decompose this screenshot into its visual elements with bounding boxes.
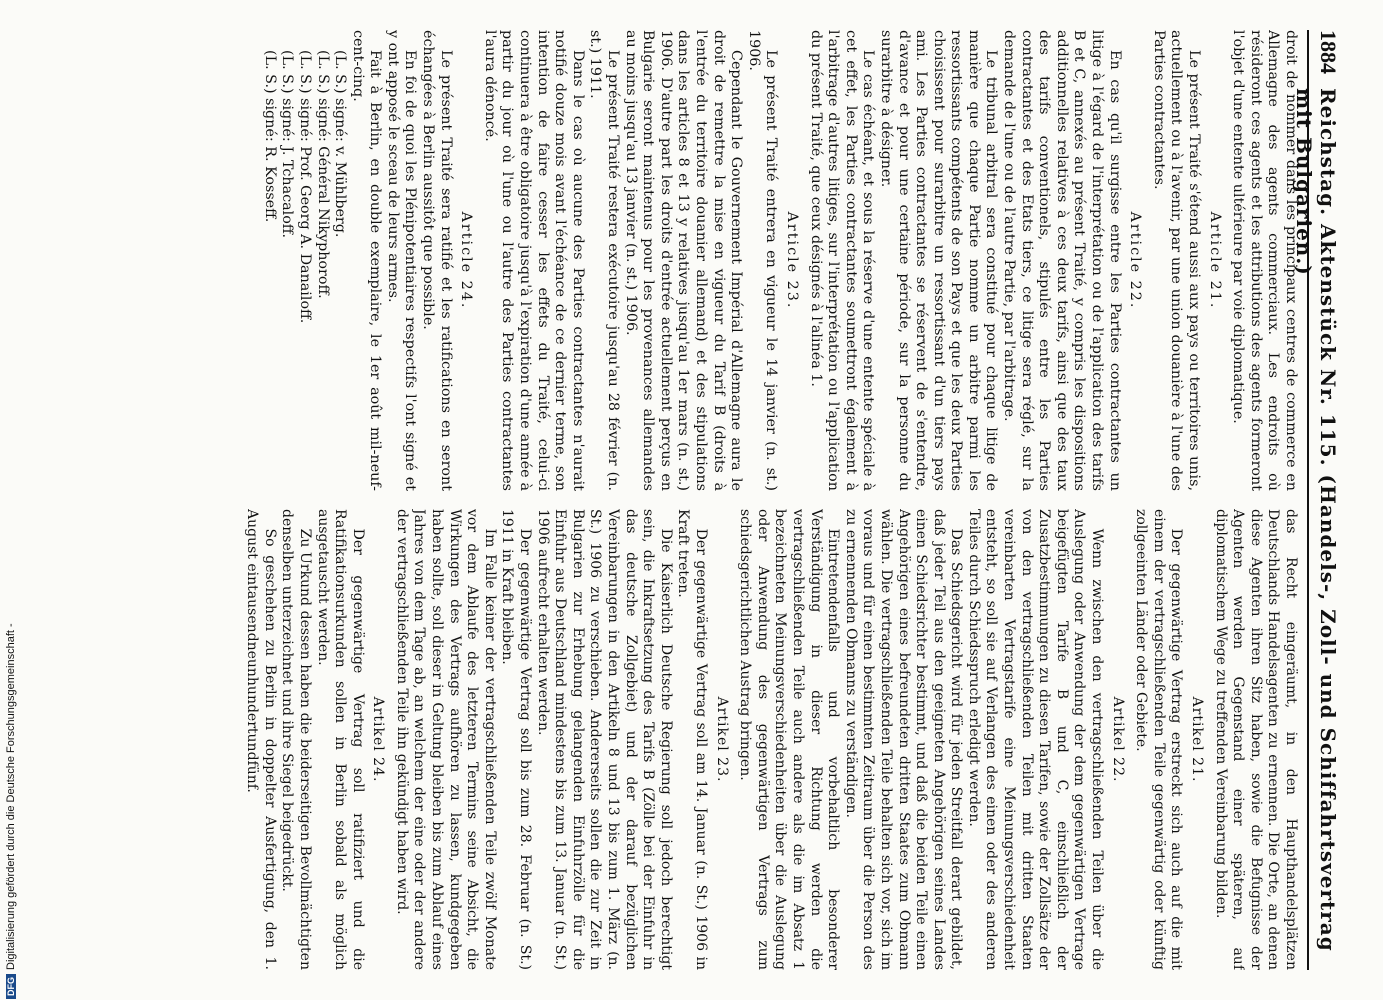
paragraph: Wenn zwischen den vertragschließenden Teilen über die Auslegung oder Anwendung der dem gegenwärtigen Vertrage beigefügten Tarife B und C, einschließlich der Zusatzbestimmungen zu diesen Tarifen, sowie der Zollsätze der von den vertragschließenden Teilen mit dritten Staaten vereinbarten Vertragstarife eine Meinungsverschiedenheit entsteht, so soll sie auf Verlangen des einen oder des anderen Teiles durch Schiedsspruch erledigt werden. (965, 509, 1106, 970)
signature-line: (L. S.) signé: J. Tchacaloff. (279, 50, 296, 238)
article-heading: Artikel 21. (1189, 696, 1206, 783)
paragraph: Der gegenwärtige Vertrag soll am 14. Januar (n. St.) 1906 in Kraft treten. (675, 509, 709, 970)
paragraph: Der gegenwärtige Vertrag soll bis zum 28. Februar (n. St.) 1911 in Kraft bleiben. (499, 509, 534, 970)
signature-line: (L. S.) signé: R. Kosseff. (261, 50, 278, 223)
article-heading: Article 21. (1206, 211, 1223, 310)
paragraph: Dans le cas où aucune des Parties contractantes n'aurait notifié douze mois avant l'échéance de ce dernier terme, son intention de faire cesser les effets du Traité, celui-ci continuera à être obligatoire jusqu'à l'expiration d'une année à partir du jour où l'une ou l'autre des Parties contractantes l'aura dénoncé. (481, 30, 586, 491)
signature-line: (L. S.) signé: v. Mühlberg. (332, 50, 349, 238)
signature-line: (L. S.) signé: Général Nikyphoroff. (314, 50, 331, 299)
running-title: Reichstag. Aktenstück Nr. 115. (Handels-, Zoll- und Schiffahrtsvertrag mit Bulgarien.) (1292, 88, 1340, 952)
article-heading: Artikel 22. (1109, 696, 1126, 783)
document-page (41, 30, 1341, 970)
funding-note: Digitalisierung gefördert durch die Deutsche Forschungsgemeinschaft - (5, 623, 17, 970)
paragraph: Cependant le Gouvernement Impérial d'Allemagne aura le droit de remettre la mise en vigueur du Tarif B (droits à l'entrée du territoire douanier allemand) et des stipulations dans les articles 8 et 13 y relatives jusqu'au 1er mars (n. st.) 1906. D'autre part les droits d'entrée actuellement perçus en Bulgarie seront maintenus pour les provenances allemandes au moins jusqu'au 13 janvier (n. st.) 1906. (622, 30, 745, 491)
paragraph: Le cas échéant, et sous la réserve d'une entente spéciale à cet effet, les Parties contractantes soumettront également à l'arbitrage d'autres litiges, sur l'interprétation ou l'application du présent Traité, que ceux désignés à l'alinéa 1. (807, 30, 877, 491)
french-column (49, 30, 1299, 491)
article-heading: Artikel 23. (713, 696, 730, 783)
page-number: 1884 (1316, 30, 1341, 74)
paragraph: Le présent Traité restera exécutoire jusqu'au 28 février (n. st.) 1911. (587, 30, 622, 491)
paragraph: En foi de quoi les Plénipotentiaires respectifs l'ont signé et y ont apposé le sceau de leurs armes. (384, 30, 419, 491)
paragraph: Eintretendenfalls und vorbehaltlich besonderer Verständigung in dieser Richtung werden die vertragschließenden Teile auch andere als die im Absatz 1 bezeichneten Meinungsverschiedenheiten über die Auslegung oder Anwendung des gegenwärtigen Vertrags zum schiedsgerichtlichen Austrag bringen. (737, 509, 842, 970)
paragraph: En cas qu'il surgisse entre les Parties contractantes un litige à l'égard de l'interprétation ou de l'application des tarifs B et C, annexés au présent Traité, y compris les dispositions additionnelles relatives à ces deux tarifs, ainsi que des taux des tarifs conventionels, stipulés entre les Parties contractantes et des Etats tiers, ce litige sera réglé, sur la demande de l'une ou de l'autre Partie, par l'arbitrage. (1001, 30, 1123, 491)
paragraph: Le tribunal arbitral sera constitué pour chaque litige de manière que chaque Partie nomme un arbitre parmi les ressortissants compétents de son Pays et que les deux Parties choisissent pour surarbitre un ressortissant d'un tiers pays ami. Les Parties contractantes se réservent de s'entendre, d'avance et pour une certaine période, sur la personne du surarbitre à désigner. (877, 30, 1000, 491)
article-heading: Article 23. (783, 211, 800, 310)
paragraph: Le présent Traité sera ratifié et les ratifications en seront échangées à Berlin aussitôt que possible. (420, 30, 454, 491)
paragraph: Le présent Traité s'étend aussi aux pays ou territoires unis, actuellement ou à l'avenir, par une union douanière à l'une des Parties contractantes. (1150, 30, 1203, 491)
page-header (1292, 30, 1341, 970)
paragraph: das Recht eingeräumt, in den Haupthandelsplätzen Deutschlands Handelsagenten zu ernennen. Die Orte, an denen diese Agenten ihren Sitz haben, sowie die Befugnisse der Agenten werden Gegenstand einer späteren, auf diplomatischem Wege zu treffenden Vereinbarung bilden. (1212, 509, 1299, 970)
paragraph: Im Falle keiner der vertragschließenden Teile zwölf Monate vor dem Ablaufe des letzteren Termins seine Absicht, die Wirkungen des Vertrags aufhören zu lassen, kundgegeben haben sollte, soll dieser in Geltung bleiben bis zum Ablauf eines Jahres von dem Tage ab, an welchem der eine oder der andere der vertragschließenden Teile ihn gekündigt haben wird. (393, 509, 498, 970)
article-heading: Artikel 24. (370, 696, 387, 783)
signature-line: (L. S.) signé: Prof. Georg A. Danailoff. (296, 50, 313, 324)
paragraph: Le présent Traité entrera en vigueur le 14 janvier (n. st.) 1906. (745, 30, 780, 491)
paragraph: Der gegenwärtige Vertrag soll ratifiziert und die Ratifikationsurkunden sollen in Berlin sobald als möglich ausgetauscht werden. (314, 509, 366, 970)
paragraph: So geschehen zu Berlin in doppelter Ausfertigung, den 1. August eintausendneunhundertundfünf. (244, 509, 278, 970)
paragraph: droit de nommer dans les principaux centres de commerce en Allemagne des agents commerciaux. Les endroits où résideront ces agents et les attributions des agents formeront l'objet d'une entente ultérieure par voie diplomatique. (1230, 30, 1299, 491)
paragraph: Zu Urkund dessen haben die beiderseitigen Bevollmächtigten denselben unterzeichnet und ihre Siegel beigedrückt. (279, 509, 313, 970)
german-column (49, 509, 1299, 970)
article-heading: Article 22. (1127, 211, 1144, 310)
paragraph: Fait à Berlin, en double exemplaire, le 1er août mil-neuf-cent-cinq. (349, 30, 384, 491)
funding-footer (4, 0, 22, 1000)
paragraph: Der gegenwärtige Vertrag erstreckt sich auch auf die mit einem der vertragschließenden Teile gegenwärtig oder künftig zollgeeinten Länder oder Gebiete. (1133, 509, 1185, 970)
paragraph: Die Kaiserlich Deutsche Regierung soll jedoch berechtigt sein, die Inkraftsetzung des Tarifs B (Zölle bei der Einfuhr in das deutsche Zollgebiet) und der darauf bezüglichen Vereinbarungen in den Artikeln 8 und 13 bis zum 1. März (n. St.) 1906 zu verschieben. Andererseits sollen die zur Zeit in Bulgarien zur Erhebung gelangenden Einfuhrzölle für die Einfuhr aus Deutschland mindestens bis zum 13. Januar (n. St.) 1906 aufrecht erhalten werden. (534, 509, 674, 970)
paragraph: Das Schiedsgericht wird für jeden Streitfall derart gebildet, daß jeder Teil aus den geeigneten Angehörigen seines Landes einen Schiedsrichter bestimmt, und daß die beiden Teile einen Angehörigen eines befreundeten dritten Staates zum Obmann wählen. Die vertragschließenden Teile behalten sich vor, sich im voraus und für einen bestimmten Zeitraum über die Person des zu ernennenden Obmanns zu verständigen. (842, 509, 965, 970)
article-heading: Article 24. (458, 211, 475, 310)
dfg-logo: DFG (6, 974, 16, 999)
